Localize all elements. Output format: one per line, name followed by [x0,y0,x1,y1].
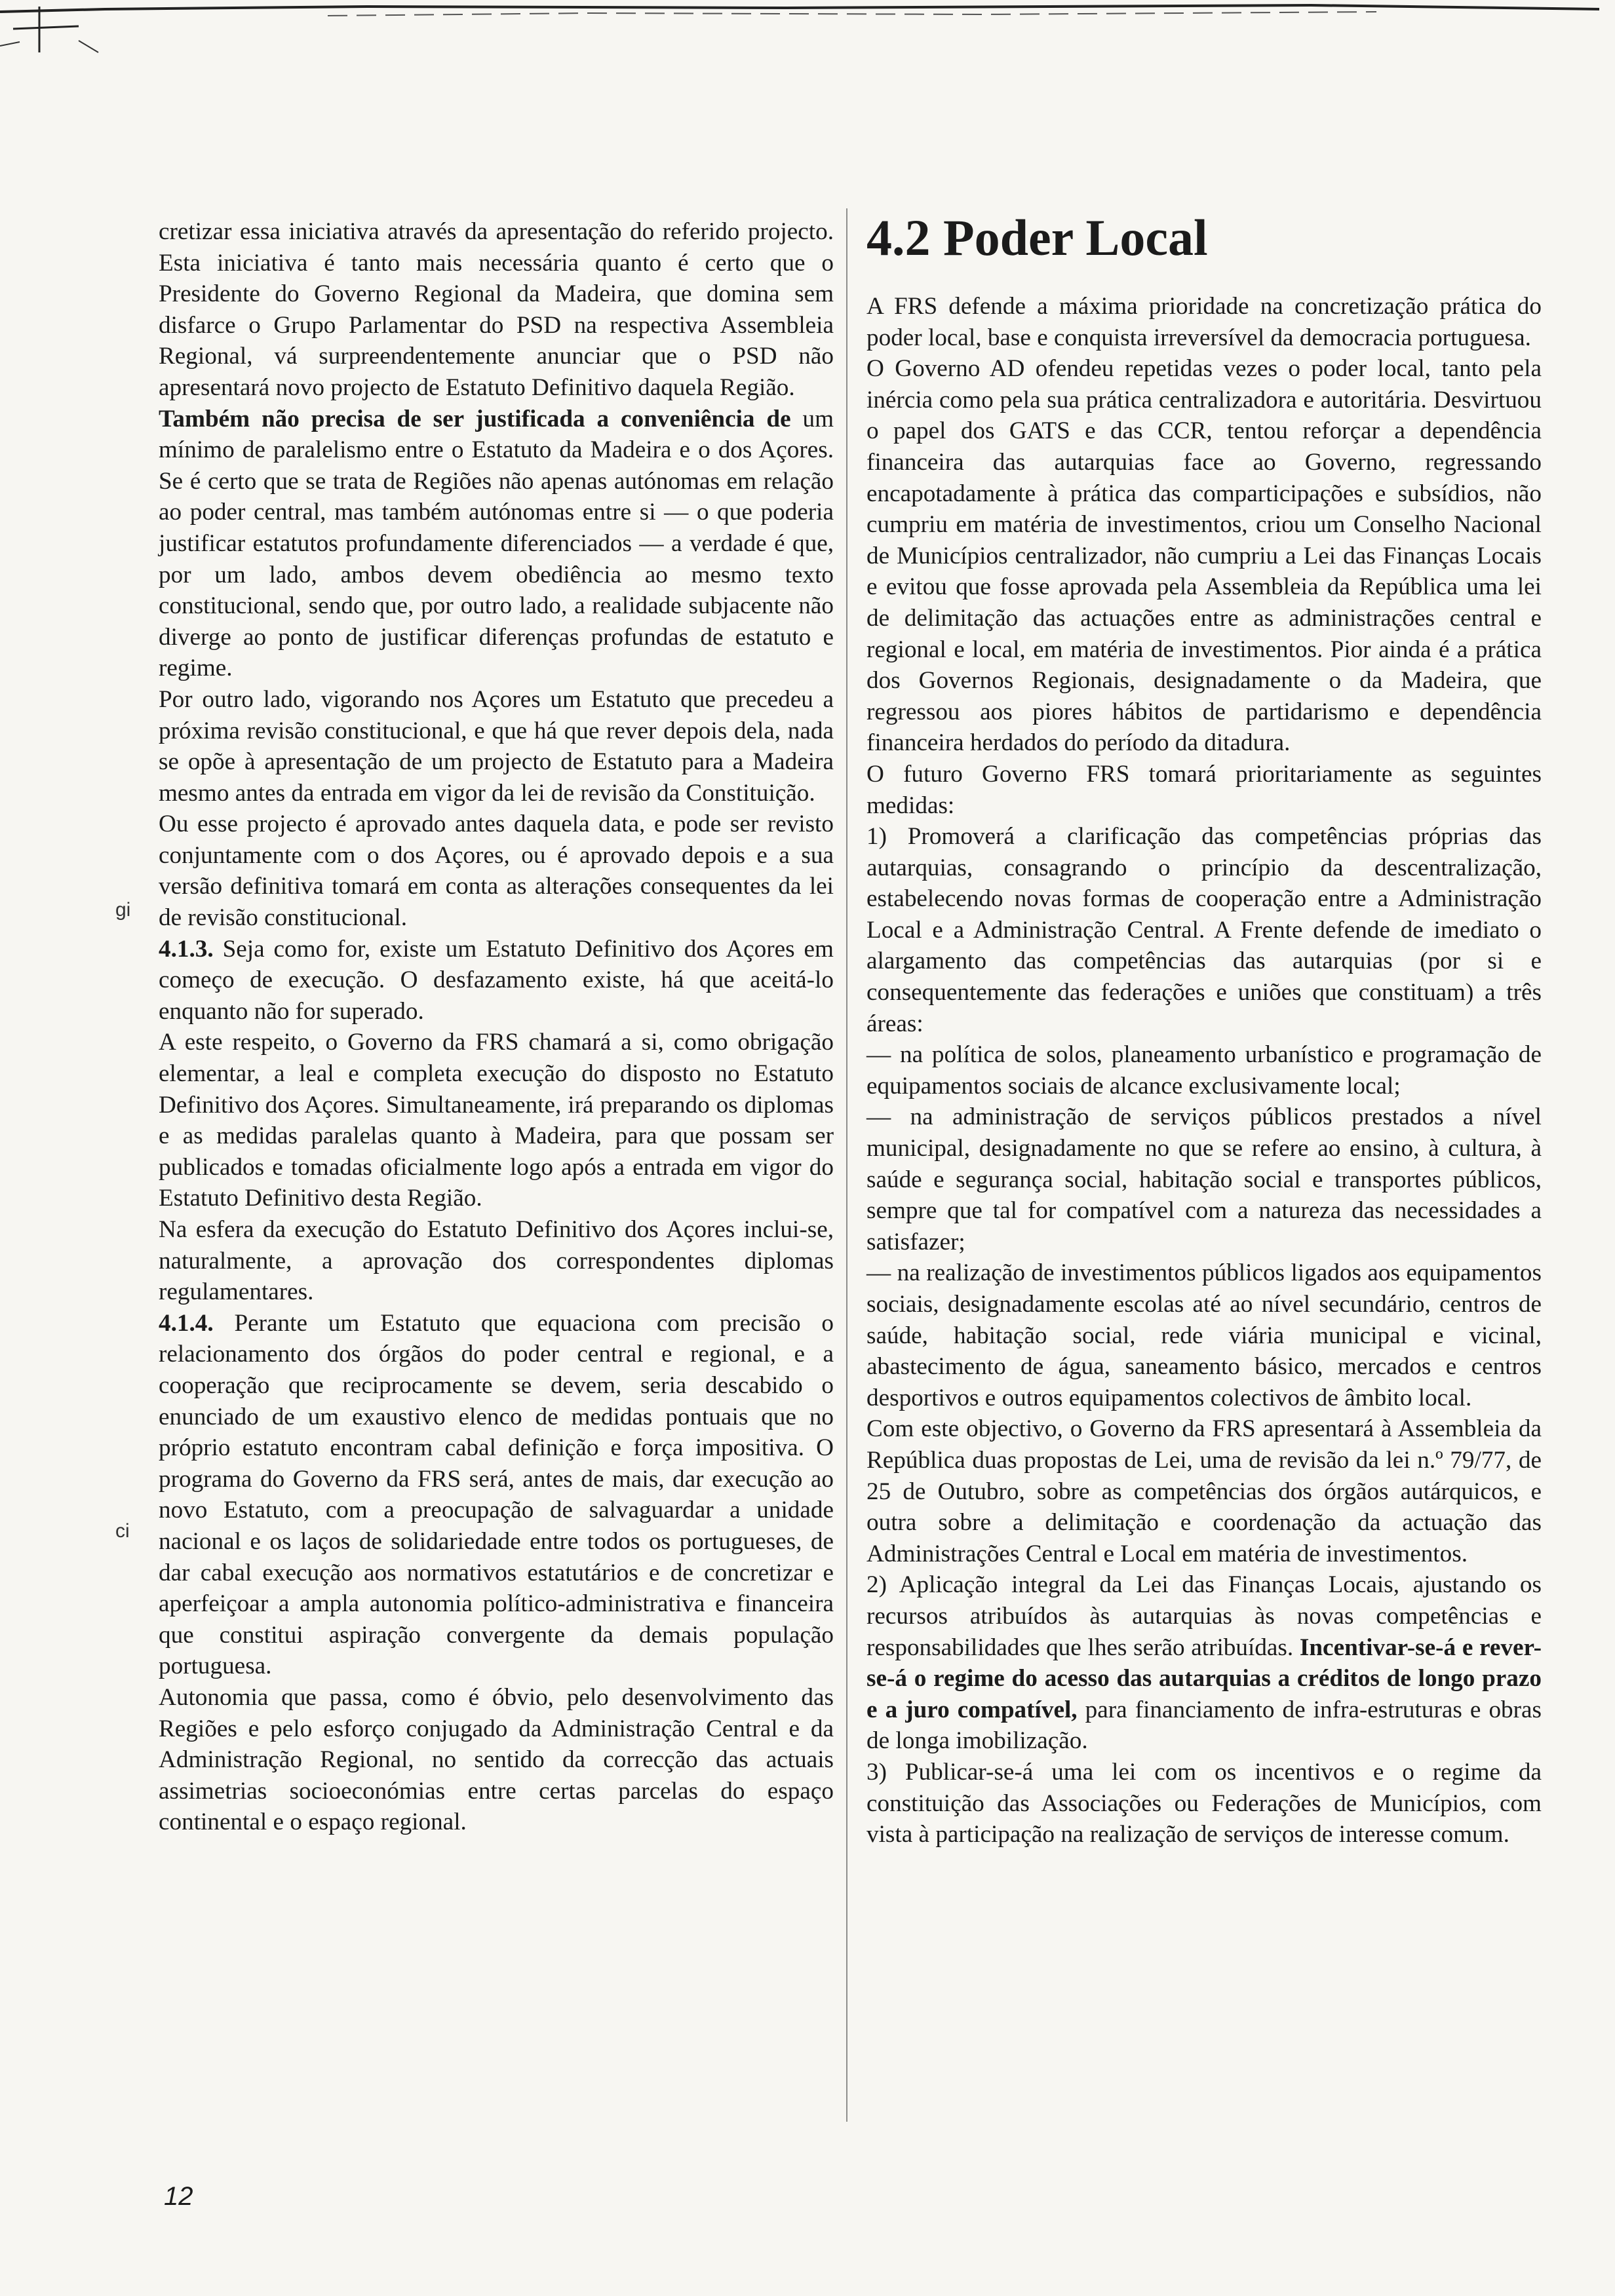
paragraph-text: A este respeito, o Governo da FRS chamará a si, como obrigação elementar, a leal e completa execução do disposto no Estatuto Definitivo dos Açores. Simultaneamente, irá preparando os diplomas e as medidas paralelas quanto à Madeira, para que possam ser publicados e tomadas oficialmente logo após a entrada em vigor do Estatuto Definitivo desta Região. [159,1029,834,1212]
paragraph [159,684,834,809]
section-title: 4.2 Poder Local [866,209,1208,266]
paragraph-text: 2) Aplicação integral da Lei das Finanças Locais, ajustando os recursos atribuídos às autarquias às novas competências e responsabilidades que lhes serão atribuídas. [866,1571,1542,1661]
paragraph-text: — na política de solos, planeamento urbanístico e programação de equipamentos sociais de alcance exclusivamente local; [866,1041,1542,1100]
paragraph [866,821,1542,1039]
paragraph-text: um mínimo de paralelismo entre o Estatuto da Madeira e o dos Açores. Se é certo que se trata de Regiões não apenas autónomas em relação ao poder central, mas também autónomas entre si — o que poderia justificar estatutos profundamente diferenciados — a verdade é que, por um lado, ambos devem obediência ao mesmo texto constitucional, sendo que, por outro lado, a realidade subjacente não diverge ao ponto de justificar diferenças profundas de estatuto e regime. [159,405,834,682]
paragraph-text: O futuro Governo FRS tomará prioritariamente as seguintes medidas: [866,760,1542,819]
paragraph [159,1682,834,1838]
paragraph-text: 3) Publicar-se-á uma lei com os incentivos e o regime da constituição das Associações ou Federações de Municípios, com vista à participação na realização de serviços de interesse comum. [866,1758,1542,1848]
paragraph [159,1027,834,1214]
paragraph-text: Autonomia que passa, como é óbvio, pelo desenvolvimento das Regiões e pelo esforço conjugado da Administração Central e da Administração Regional, no sentido da correcção das actuais assimetrias socioeconómias entre certas parcelas do espaço continental e o espaço regional. [159,1683,834,1836]
paragraph-text: — na realização de investimentos públicos ligados aos equipamentos sociais, designadamente escolas até ao nível secundário, centros de saúde, habitação social, rede viária municipal e vicinal, abastecimento de água, saneamento básico, mercados e centros desportivos e outros equipamentos colectivos de âmbito local. [866,1259,1542,1411]
paragraph-text: 1) Promoverá a clarificação das competências próprias das autarquias, consagrando o princípio da descentralização, estabelecendo novas formas de cooperação entre a Administração Local e a Administração Central. A Frente defende de imediato o alargamento das competências das autarquias (por si e consequentemente das federações e uniões que constituam) a três áreas: [866,823,1542,1037]
paragraph-emphasis: Incentivar-se-á e rever-se-á o regime do acesso das autarquias a créditos de longo prazo e a juro compatível, [866,1634,1542,1723]
paragraph-text: Seja como for, existe um Estatuto Definitivo dos Açores em começo de execução. O desfazamento existe, há que aceitá-lo enquanto não for superado. [159,935,834,1025]
paragraph-text: — na administração de serviços públicos prestados a nível municipal, designadamente no que se refere ao ensino, à cultura, à saúde e segurança social, habitação social e transportes públicos, sempre que tal for compatível com a natureza das necessidades a satisfazer; [866,1103,1542,1255]
paragraph [159,809,834,933]
paragraph [159,1214,834,1308]
paragraph [866,291,1542,353]
paragraph [866,1101,1542,1257]
paragraph-lead: 4.1.3. [159,935,214,963]
paragraph-text: cretizar essa iniciativa através da apresentação do referido projecto. Esta iniciativa é tanto mais necessária quanto é certo que o Presidente do Governo Regional da Madeira, que domina sem disfarce o Grupo Parlamentar do PSD na respectiva Assembleia Regional, vá surpreendentemente anunciar que o PSD não apresentará novo projecto de Estatuto Definitivo daquela Região. [159,218,834,401]
paragraph-text: Por outro lado, vigorando nos Açores um Estatuto que precedeu a próxima revisão constitucional, e que há que rever depois dela, nada se opõe à apresentação de um projecto de Estatuto para a Madeira mesmo antes da entrada em vigor da lei de revisão da Constituição. [159,685,834,807]
paragraph-text: A FRS defende a máxima prioridade na concretização prática do poder local, base e conquista irreversível da democracia portuguesa. [866,293,1542,351]
paragraph-tail: para financiamento de infra-estruturas e obras de longa imobilização. [866,1696,1542,1755]
paragraph [866,353,1542,759]
paragraph [159,934,834,1027]
paragraph [866,1757,1542,1850]
paragraph [866,1039,1542,1101]
column-divider [846,208,847,2122]
paragraph-text: Ou esse projecto é aprovado antes daquela data, e pode ser revisto conjuntamente com o dos Açores, ou é aprovado depois e a sua versão definitiva tomará em conta as alterações consequentes da lei de revisão constitucional. [159,811,834,932]
paragraph [866,1413,1542,1569]
paragraph-text: Na esfera da execução do Estatuto Definitivo dos Açores inclui-se, naturalmente, a aprovação dos correspondentes diplomas regulamentares. [159,1216,834,1306]
paragraph [866,1569,1542,1757]
paragraph [866,759,1542,821]
margin-mark: ci [115,1520,130,1542]
paragraph [159,216,834,404]
paragraph [159,1308,834,1682]
left-column [159,216,834,1838]
scan-edge-marks [0,0,1615,59]
right-column [866,208,1542,1850]
paragraph-text: Perante um Estatuto que equaciona com precisão o relacionamento dos órgãos do poder central e regional, e a cooperação que reciprocamente se devem, seria descabido o enunciado de um exaustivo elenco de medidas pontuais que no próprio estatuto encontram cabal definição e força impositiva. O programa do Governo da FRS será, antes de mais, dar execução ao novo Estatuto, com a preocupação de salvaguardar a unidade nacional e os laços de solidariedade entre todos os portugueses, de dar cabal execução aos normativos estatutários e de concretizar e aperfeiçoar a ampla autonomia político-administrativa e financeira que constitui aspiração convergente da demais população portuguesa. [159,1309,834,1680]
paragraph-text: Com este objectivo, o Governo da FRS apresentará à Assembleia da República duas propostas de Lei, uma de revisão da lei n.º 79/77, de 25 de Outubro, sobre as competências dos órgãos autárquicos, e outra sobre a delimitação e coordenação da actuação das Administrações Central e Local em matéria de investimentos. [866,1415,1542,1567]
paragraph-lead: 4.1.4. [159,1309,214,1337]
margin-mark: gi [115,899,131,921]
page-number: 12 [164,2182,193,2211]
paragraph-lead: Também não precisa de ser justificada a conveniência de [159,405,791,432]
paragraph-text: O Governo AD ofendeu repetidas vezes o poder local, tanto pela inércia como pela sua prática centralizadora e autoritária. Desvirtuou o papel dos GATS e das CCR, tentou reforçar a dependência financeira das autarquias face ao Governo, regressando encapotadamente à prática das comparticipações e subsídios, não cumpriu em matéria de investimentos, criou um Conselho Nacional de Municípios centralizador, não cumpriu a Lei das Finanças Locais e evitou que fosse aprovada pela Assembleia da República uma lei de delimitação das actuações entre as administrações central e regional e local, em matéria de investimentos. Pior ainda é a prática dos Governos Regionais, designadamente o da Madeira, que regressou aos piores hábitos de partidarismo e dependência financeira herdados do período da ditadura. [866,355,1542,757]
paragraph [866,1257,1542,1413]
paragraph [159,404,834,684]
right-paragraphs [866,291,1542,1850]
